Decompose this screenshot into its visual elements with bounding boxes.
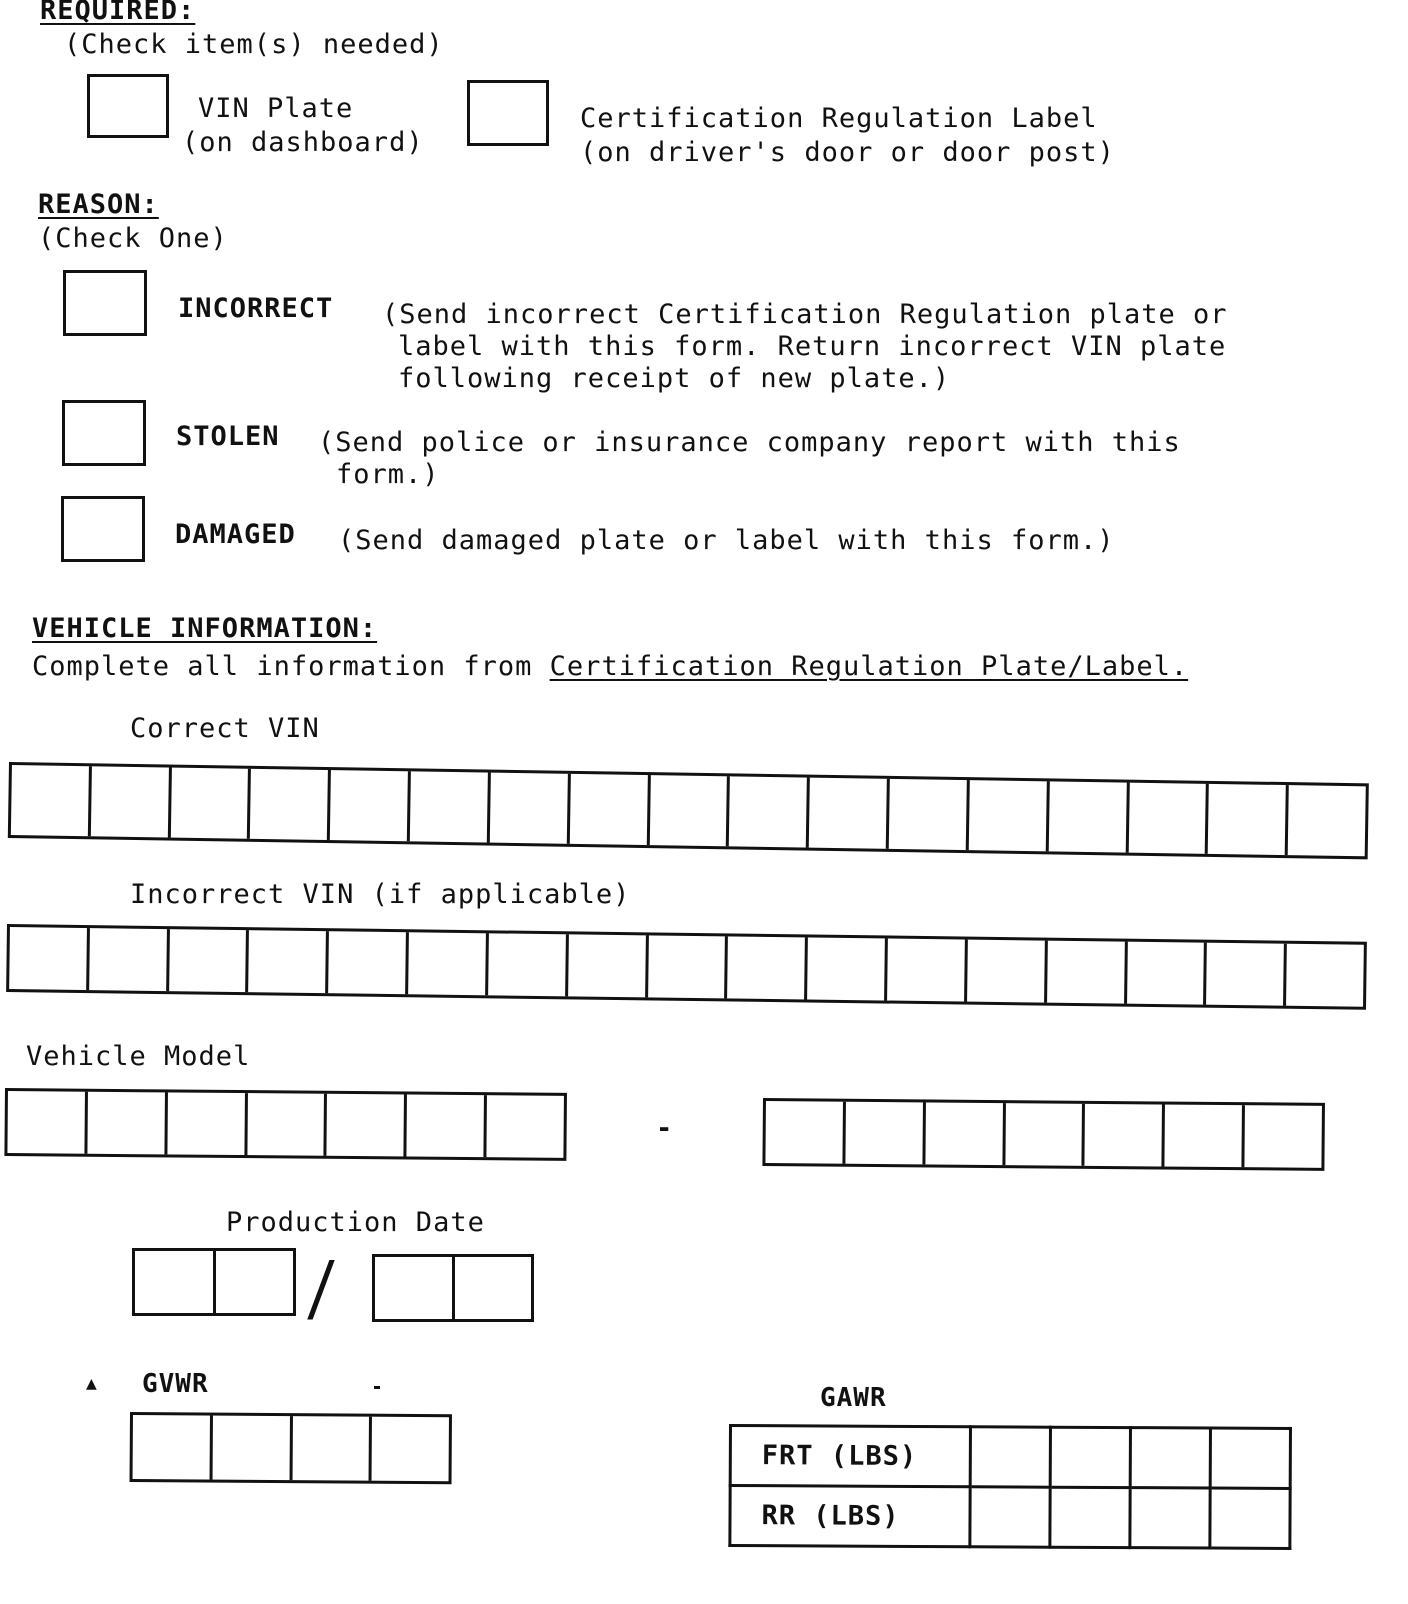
vehicle-model-char[interactable] — [404, 1094, 484, 1157]
gawr-rear-char[interactable] — [970, 1487, 1050, 1547]
incorrect-vin-char[interactable] — [485, 933, 566, 996]
vehicle-info-heading: VEHICLE INFORMATION: — [32, 613, 378, 644]
stray-mark-icon — [374, 1386, 380, 1389]
vehicle-model-char[interactable] — [842, 1102, 922, 1165]
vehicle-model-boxes-right — [762, 1098, 1325, 1171]
required-heading: REQUIRED: — [40, 0, 196, 26]
correct-vin-char[interactable] — [886, 779, 967, 850]
incorrect-vin-char[interactable] — [9, 927, 87, 990]
gawr-front-char[interactable] — [1210, 1428, 1290, 1488]
incorrect-vin-char[interactable] — [804, 937, 885, 1000]
vehicle-model-char[interactable] — [324, 1094, 404, 1157]
correct-vin-char[interactable] — [1045, 781, 1126, 852]
correct-vin-char[interactable] — [1125, 783, 1206, 854]
vehicle-model-label: Vehicle Model — [26, 1041, 251, 1072]
gawr-front-char[interactable] — [1130, 1428, 1210, 1488]
vehicle-model-separator: - — [656, 1113, 674, 1144]
incorrect-label: INCORRECT — [178, 293, 334, 324]
vehicle-info-instruction-source: Certification Regulation Plate/Label. — [549, 651, 1189, 682]
production-date-separator: / — [304, 1246, 340, 1330]
incorrect-vin-char[interactable] — [645, 935, 726, 998]
correct-vin-char[interactable] — [247, 769, 328, 840]
vehicle-model-char[interactable] — [7, 1091, 84, 1154]
gawr-label: GAWR — [820, 1383, 887, 1413]
vehicle-model-char[interactable] — [1082, 1104, 1162, 1167]
correct-vin-char[interactable] — [1205, 784, 1286, 855]
incorrect-vin-char[interactable] — [1283, 944, 1364, 1007]
incorrect-vin-char[interactable] — [1124, 942, 1205, 1005]
vehicle-model-char[interactable] — [922, 1102, 1002, 1165]
vehicle-model-char[interactable] — [1002, 1103, 1082, 1166]
incorrect-vin-char[interactable] — [166, 929, 247, 992]
incorrect-vin-char[interactable] — [86, 928, 167, 991]
production-year-char[interactable] — [452, 1257, 532, 1319]
stolen-description-line2: form.) — [336, 459, 440, 490]
gawr-rear-char[interactable] — [1130, 1488, 1210, 1548]
vin-plate-location: (on dashboard) — [182, 127, 424, 158]
vehicle-model-boxes-left — [4, 1088, 567, 1161]
correct-vin-char[interactable] — [1285, 785, 1366, 856]
reason-instruction: (Check One) — [38, 223, 228, 254]
incorrect-vin-boxes — [6, 924, 1367, 1010]
incorrect-checkbox[interactable] — [63, 270, 147, 336]
triangle-marker-icon: ▲ — [86, 1376, 97, 1392]
gawr-rear-char[interactable] — [1210, 1488, 1290, 1548]
incorrect-vin-char[interactable] — [246, 930, 327, 993]
incorrect-vin-char[interactable] — [405, 932, 486, 995]
vehicle-info-instruction-text: Complete all information from — [32, 651, 550, 682]
reason-heading: REASON: — [38, 189, 159, 220]
gvwr-char[interactable] — [209, 1416, 289, 1481]
gawr-front-row — [730, 1426, 1290, 1489]
gvwr-label: GVWR — [142, 1369, 209, 1399]
correct-vin-char[interactable] — [487, 773, 568, 844]
required-instruction: (Check item(s) needed) — [64, 29, 444, 60]
vehicle-model-char[interactable] — [244, 1093, 324, 1156]
incorrect-vin-char[interactable] — [1044, 941, 1125, 1004]
incorrect-vin-label: Incorrect VIN (if applicable) — [130, 879, 631, 910]
incorrect-vin-char[interactable] — [725, 936, 806, 999]
vehicle-model-char[interactable] — [484, 1095, 564, 1158]
correct-vin-char[interactable] — [11, 765, 89, 836]
vehicle-model-char[interactable] — [84, 1092, 164, 1155]
production-month-char[interactable] — [213, 1251, 294, 1313]
gvwr-boxes — [130, 1412, 452, 1484]
vehicle-model-char[interactable] — [765, 1101, 842, 1164]
correct-vin-char[interactable] — [806, 778, 887, 849]
correct-vin-char[interactable] — [167, 768, 248, 839]
vehicle-model-char[interactable] — [1162, 1104, 1242, 1167]
incorrect-vin-char[interactable] — [964, 940, 1045, 1003]
correct-vin-label: Correct VIN — [130, 713, 320, 744]
incorrect-vin-char[interactable] — [1203, 943, 1284, 1006]
stolen-label: STOLEN — [176, 421, 280, 452]
incorrect-description-line1: (Send incorrect Certification Regulation plate or — [382, 299, 1228, 330]
production-year-char[interactable] — [375, 1257, 452, 1319]
damaged-description: (Send damaged plate or label with this form.) — [338, 525, 1115, 556]
correct-vin-boxes — [8, 762, 1369, 859]
gawr-rear-char[interactable] — [1050, 1487, 1130, 1547]
certification-label-label: Certification Regulation Label — [580, 103, 1098, 134]
gawr-table — [728, 1424, 1292, 1550]
gvwr-char[interactable] — [369, 1417, 449, 1482]
production-month-boxes — [132, 1248, 296, 1316]
certification-label-checkbox[interactable] — [467, 80, 549, 146]
production-date-label: Production Date — [226, 1207, 485, 1238]
gvwr-char[interactable] — [133, 1415, 210, 1480]
damaged-label: DAMAGED — [175, 519, 296, 550]
correct-vin-char[interactable] — [966, 780, 1047, 851]
gawr-front-char[interactable] — [1050, 1427, 1130, 1487]
stolen-description-line1: (Send police or insurance company report with this — [318, 427, 1181, 458]
correct-vin-char[interactable] — [646, 775, 727, 846]
vehicle-model-char[interactable] — [1242, 1105, 1322, 1168]
vin-plate-checkbox[interactable] — [87, 74, 169, 138]
gvwr-char[interactable] — [289, 1416, 369, 1481]
incorrect-vin-char[interactable] — [884, 938, 965, 1001]
production-month-char[interactable] — [135, 1251, 213, 1313]
production-year-boxes — [372, 1254, 534, 1322]
correct-vin-char[interactable] — [407, 771, 488, 842]
vin-plate-label: VIN Plate — [198, 93, 354, 124]
incorrect-description-line3: following receipt of new plate.) — [398, 363, 951, 394]
vehicle-info-instruction — [32, 650, 1188, 683]
incorrect-vin-char[interactable] — [325, 931, 406, 994]
correct-vin-char[interactable] — [327, 770, 408, 841]
correct-vin-char[interactable] — [726, 776, 807, 847]
gawr-front-label: FRT (LBS) — [730, 1426, 970, 1487]
gawr-front-char[interactable] — [970, 1427, 1050, 1487]
incorrect-vin-char[interactable] — [565, 934, 646, 997]
correct-vin-char[interactable] — [88, 766, 169, 837]
stolen-checkbox[interactable] — [62, 400, 146, 466]
damaged-checkbox[interactable] — [61, 496, 145, 562]
incorrect-description-line2: label with this form. Return incorrect VIN plate — [398, 331, 1227, 362]
certification-label-location: (on driver's door or door post) — [580, 137, 1115, 168]
gawr-rear-row — [730, 1486, 1290, 1549]
vehicle-model-char[interactable] — [164, 1092, 244, 1155]
gawr-rear-label: RR (LBS) — [730, 1486, 970, 1547]
correct-vin-char[interactable] — [567, 774, 648, 845]
